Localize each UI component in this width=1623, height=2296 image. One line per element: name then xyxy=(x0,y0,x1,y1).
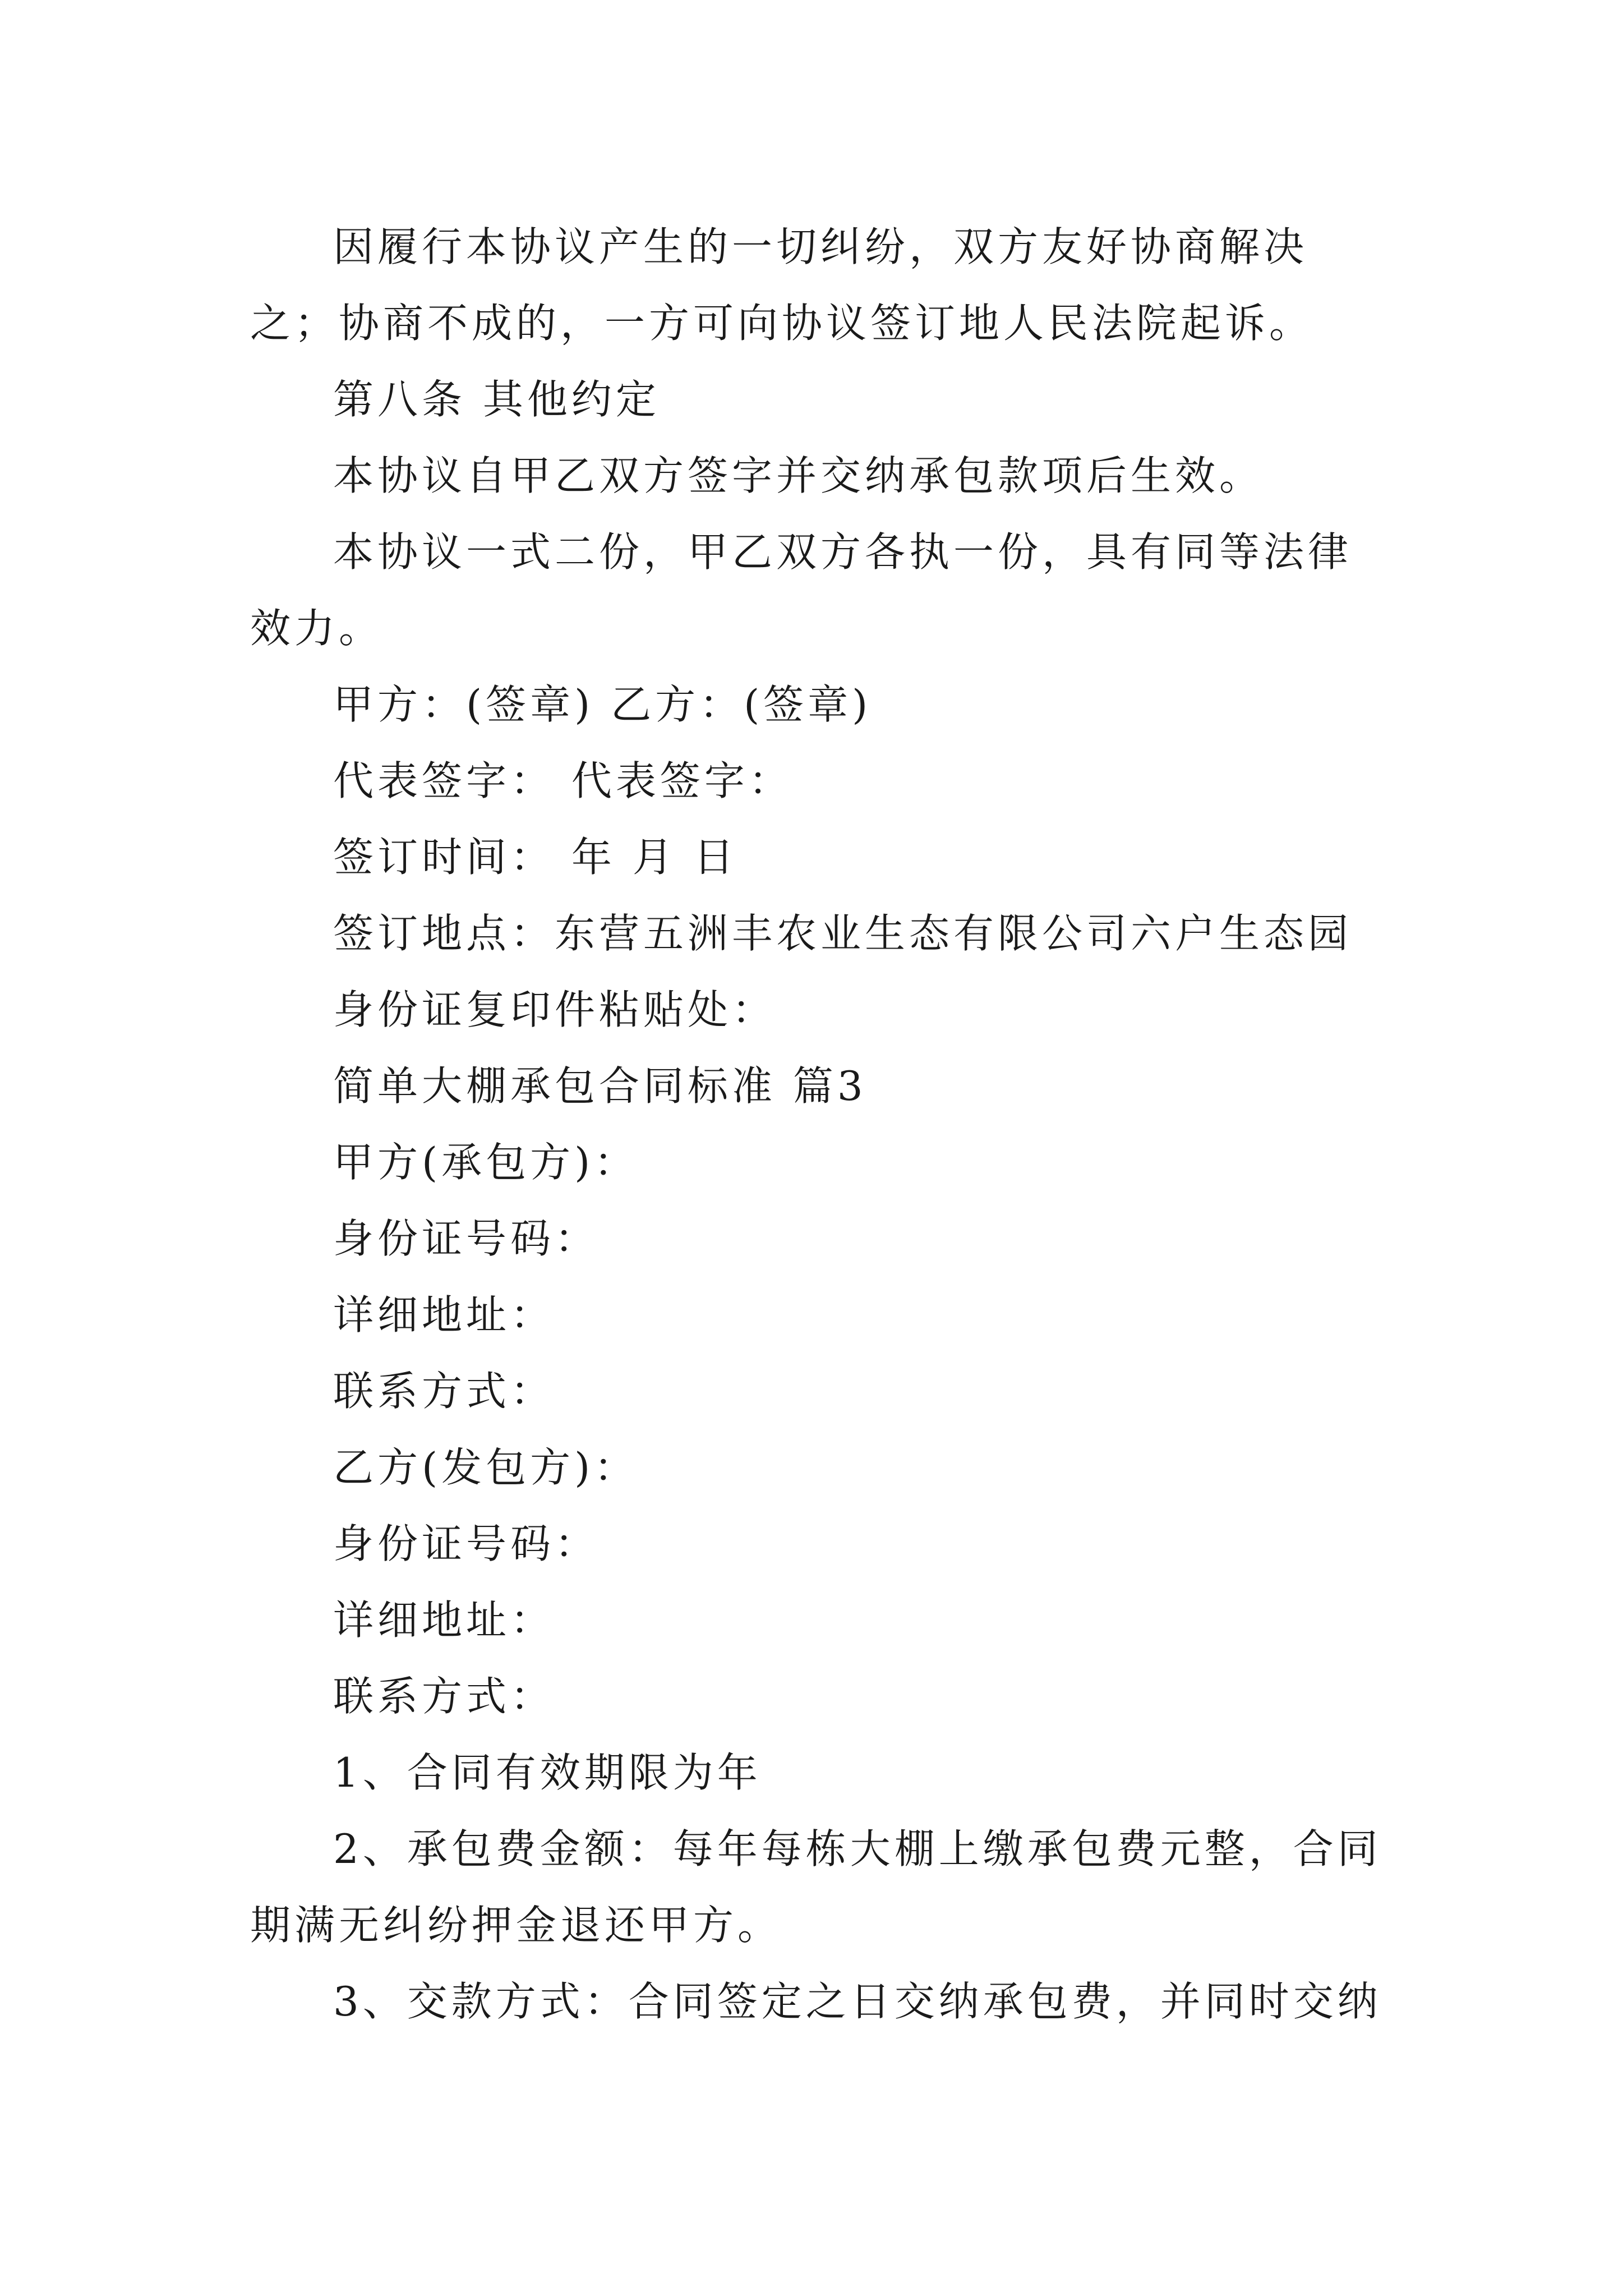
representative-signature-line: 代表签字： 代表签字： xyxy=(333,757,793,804)
dispute-resolution-paragraph: 因履行本协议产生的一切纠纷，双方友好协商解决之；协商不成的，一方可向协议签订地人民法院起诉。 xyxy=(250,223,1314,347)
clause-1-term: 1、合同有效期限为年 xyxy=(333,1749,762,1796)
clause-3-payment: 3、交款方式：合同签定之日交纳承包费，并同时交纳 xyxy=(333,1978,1382,2025)
party-a-id-number: 身份证号码： xyxy=(333,1215,600,1262)
signing-location-line: 签订地点：东营五洲丰农业生态有限公司六户生态园 xyxy=(333,910,1353,957)
party-signature-line: 甲方：(签章) 乙方：(签章) xyxy=(333,681,872,728)
party-b-id-number: 身份证号码： xyxy=(333,1520,600,1567)
party-b-label: 乙方(发包方)： xyxy=(333,1444,639,1491)
party-b-contact: 联系方式： xyxy=(333,1673,555,1720)
clause-2-fee: 2、承包费金额：每年每栋大棚上缴承包费元整，合同期满无纠纷押金退还甲方。 xyxy=(250,1825,1382,1949)
copies-clause: 本协议一式二份，甲乙双方各执一份，具有同等法律效力。 xyxy=(250,528,1353,652)
party-a-label: 甲方(承包方)： xyxy=(333,1139,639,1186)
party-b-address: 详细地址： xyxy=(333,1596,555,1644)
signing-date-line: 签订时间： 年 月 日 xyxy=(333,834,738,881)
document-body xyxy=(250,209,1383,2040)
party-a-contact: 联系方式： xyxy=(333,1368,555,1415)
effective-clause: 本协议自甲乙双方签字并交纳承包款项后生效。 xyxy=(333,452,1264,499)
section-title: 简单大棚承包合同标准 篇3 xyxy=(333,1062,867,1110)
party-a-address: 详细地址： xyxy=(333,1291,555,1338)
id-copy-placeholder: 身份证复印件粘贴处： xyxy=(333,986,777,1033)
article-8-heading: 第八条 其他约定 xyxy=(333,376,660,423)
